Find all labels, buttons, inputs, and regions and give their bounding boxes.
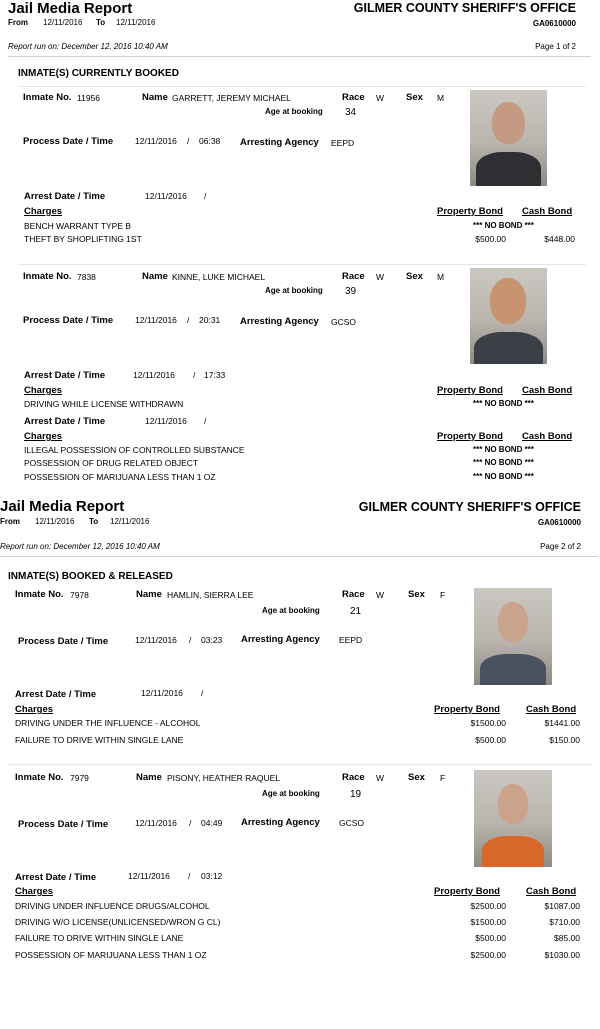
inmate-photo: [470, 268, 547, 364]
property-bond-amount: $1500.00: [470, 917, 506, 927]
arresting-agency-value: GCSO: [331, 317, 357, 327]
charges-header: Charges: [15, 704, 54, 715]
sex-value: M: [437, 93, 445, 103]
to-date: 12/11/2016: [116, 18, 156, 27]
name-label: Name: [142, 92, 168, 103]
process-date-value: 12/11/2016: [135, 136, 177, 146]
age-value: 19: [350, 789, 362, 800]
property-bond-header: Property Bond: [437, 385, 503, 396]
arresting-agency-label: Arresting Agency: [240, 137, 319, 148]
divider: [0, 556, 598, 557]
sex-value: F: [440, 773, 446, 783]
race-value: W: [376, 272, 385, 282]
inmate-photo: [470, 90, 547, 186]
sex-value: M: [437, 272, 445, 282]
property-bond-amount: $1500.00: [470, 718, 506, 728]
arrest-date-value: 12/11/2016: [145, 191, 187, 201]
photo-head: [498, 602, 528, 642]
from-date: 12/11/2016: [43, 18, 83, 27]
no-bond-text: *** NO BOND ***: [473, 472, 534, 481]
report-run-date: Report run on: December 12, 2016 10:40 AM: [0, 542, 160, 551]
inmate-photo: [474, 588, 552, 685]
inmate-no-label: Inmate No.: [23, 92, 72, 103]
race-value: W: [376, 590, 385, 600]
slash: /: [201, 688, 204, 698]
inmate-photo: [474, 770, 552, 867]
no-bond-text: *** NO BOND ***: [473, 221, 534, 230]
arresting-agency-value: EEPD: [331, 138, 355, 148]
name-value: KINNE, LUKE MICHAEL: [172, 272, 266, 282]
process-time-value: 06:38: [199, 136, 221, 146]
sex-label: Sex: [408, 589, 425, 600]
race-label: Race: [342, 772, 365, 783]
from-date: 12/11/2016: [35, 517, 75, 526]
property-bond-amount: $2500.00: [470, 901, 506, 911]
cash-bond-amount: $1087.00: [544, 901, 580, 911]
age-label: Age at booking: [262, 606, 320, 615]
race-label: Race: [342, 271, 365, 282]
name-value: HAMLIN, SIERRA LEE: [167, 590, 254, 600]
no-bond-text: *** NO BOND ***: [473, 458, 534, 467]
from-label: From: [8, 18, 28, 27]
page-number: Page 1 of 2: [535, 42, 576, 51]
charge-description: DRIVING UNDER THE INFLUENCE - ALCOHOL: [15, 718, 201, 728]
property-bond-header: Property Bond: [434, 704, 500, 715]
from-label: From: [0, 517, 20, 526]
arrest-time-value: 17:33: [204, 370, 226, 380]
name-value: PISONY, HEATHER RAQUEL: [167, 773, 281, 783]
photo-head: [498, 784, 528, 824]
inmate-no-value: 7978: [70, 590, 89, 600]
charge-description: ILLEGAL POSSESSION OF CONTROLLED SUBSTANCE: [24, 445, 245, 455]
page-number: Page 2 of 2: [540, 542, 581, 551]
property-bond-amount: $500.00: [475, 735, 506, 745]
sex-label: Sex: [408, 772, 425, 783]
property-bond-amount: $2500.00: [470, 950, 506, 960]
section-title: INMATE(S) CURRENTLY BOOKED: [18, 68, 179, 79]
arrest-date-value: 12/11/2016: [128, 871, 170, 881]
charge-description: DRIVING W/O LICENSE(UNLICENSED/WRON G CL): [15, 917, 221, 927]
process-date-label: Process Date / Time: [18, 636, 109, 647]
slash: /: [204, 416, 207, 426]
sex-label: Sex: [406, 271, 423, 282]
charge-description: POSSESSION OF MARIJUANA LESS THAN 1 OZ: [24, 472, 216, 482]
to-label: To: [89, 517, 99, 526]
arrest-date-value: 12/11/2016: [141, 688, 183, 698]
charge-description: BENCH WARRANT TYPE B: [24, 221, 132, 231]
no-bond-text: *** NO BOND ***: [473, 399, 534, 408]
charge-description: POSSESSION OF DRUG RELATED OBJECT: [24, 458, 199, 468]
name-value: GARRETT, JEREMY MICHAEL: [172, 93, 291, 103]
agency-code: GA0610000: [537, 518, 581, 527]
arrest-date-value: 12/11/2016: [133, 370, 175, 380]
race-value: W: [376, 93, 385, 103]
name-label: Name: [136, 772, 162, 783]
age-label: Age at booking: [265, 286, 323, 295]
arrest-date-label: Arrest Date / Time: [15, 689, 97, 700]
arrest-date-value: 12/11/2016: [145, 416, 187, 426]
divider: [18, 86, 586, 87]
arrest-time-value: 03:12: [201, 871, 223, 881]
arresting-agency-label: Arresting Agency: [240, 316, 319, 327]
charges-header: Charges: [24, 385, 63, 396]
cash-bond-amount: $1030.00: [544, 950, 580, 960]
report-run-date: Report run on: December 12, 2016 10:40 AM: [8, 42, 168, 51]
cash-bond-header: Cash Bond: [526, 886, 577, 897]
race-label: Race: [342, 589, 365, 600]
charge-description: POSSESSION OF MARIJUANA LESS THAN 1 OZ: [15, 950, 207, 960]
process-time-value: 04:49: [201, 818, 223, 828]
agency-name: GILMER COUNTY SHERIFF'S OFFICE: [358, 500, 581, 514]
charge-description: FAILURE TO DRIVE WITHIN SINGLE LANE: [15, 933, 184, 943]
section-title: INMATE(S) BOOKED & RELEASED: [8, 571, 173, 582]
charge-description: DRIVING WHILE LICENSE WITHDRAWN: [24, 399, 184, 409]
sex-value: F: [440, 590, 446, 600]
cash-bond-amount: $150.00: [549, 735, 580, 745]
inmate-no-label: Inmate No.: [23, 271, 72, 282]
property-bond-header: Property Bond: [434, 886, 500, 897]
arresting-agency-label: Arresting Agency: [241, 634, 320, 645]
process-date-value: 12/11/2016: [135, 818, 177, 828]
property-bond-header: Property Bond: [437, 431, 503, 442]
slash: /: [188, 871, 191, 881]
report-title: Jail Media Report: [8, 0, 133, 17]
cash-bond-amount: $448.00: [544, 234, 575, 244]
slash: /: [189, 635, 192, 645]
agency-name: GILMER COUNTY SHERIFF'S OFFICE: [353, 1, 576, 15]
race-value: W: [376, 773, 385, 783]
name-label: Name: [142, 271, 168, 282]
charges-header: Charges: [24, 206, 63, 217]
photo-torso: [476, 152, 541, 186]
no-bond-text: *** NO BOND ***: [473, 445, 534, 454]
process-date-label: Process Date / Time: [23, 136, 114, 147]
arrest-date-label: Arrest Date / Time: [15, 872, 97, 883]
cash-bond-header: Cash Bond: [522, 385, 573, 396]
photo-head: [490, 278, 526, 324]
charges-header: Charges: [15, 886, 54, 897]
age-value: 39: [345, 286, 357, 297]
slash: /: [193, 370, 196, 380]
photo-torso: [480, 654, 546, 685]
inmate-no-label: Inmate No.: [15, 589, 64, 600]
arresting-agency-value: EEPD: [339, 635, 363, 645]
cash-bond-header: Cash Bond: [522, 431, 573, 442]
inmate-no-value: 7838: [77, 272, 96, 282]
arresting-agency-label: Arresting Agency: [241, 817, 320, 828]
age-value: 21: [350, 606, 362, 617]
slash: /: [204, 191, 207, 201]
sex-label: Sex: [406, 92, 423, 103]
arrest-date-label: Arrest Date / Time: [24, 191, 106, 202]
photo-torso: [474, 332, 543, 364]
charge-description: THEFT BY SHOPLIFTING 1ST: [24, 234, 142, 244]
process-time-value: 20:31: [199, 315, 221, 325]
process-date-value: 12/11/2016: [135, 315, 177, 325]
charge-description: DRIVING UNDER INFLUENCE DRUGS/ALCOHOL: [15, 901, 210, 911]
name-label: Name: [136, 589, 162, 600]
arresting-agency-value: GCSO: [339, 818, 365, 828]
race-label: Race: [342, 92, 365, 103]
cash-bond-amount: $85.00: [554, 933, 580, 943]
photo-torso: [482, 836, 544, 867]
property-bond-header: Property Bond: [437, 206, 503, 217]
arrest-date-label: Arrest Date / Time: [24, 416, 106, 427]
charge-description: FAILURE TO DRIVE WITHIN SINGLE LANE: [15, 735, 184, 745]
agency-code: GA0610000: [532, 19, 576, 28]
process-date-label: Process Date / Time: [18, 819, 109, 830]
slash: /: [187, 136, 190, 146]
process-date-label: Process Date / Time: [23, 315, 114, 326]
inmate-no-value: 7979: [70, 773, 89, 783]
inmate-no-value: 11956: [77, 93, 101, 103]
process-time-value: 03:23: [201, 635, 223, 645]
property-bond-amount: $500.00: [475, 234, 506, 244]
charges-header: Charges: [24, 431, 63, 442]
property-bond-amount: $500.00: [475, 933, 506, 943]
inmate-no-label: Inmate No.: [15, 772, 64, 783]
photo-head: [492, 102, 525, 144]
report-title: Jail Media Report: [0, 498, 125, 515]
divider: [18, 264, 586, 265]
slash: /: [189, 818, 192, 828]
cash-bond-amount: $1441.00: [544, 718, 580, 728]
slash: /: [187, 315, 190, 325]
divider: [8, 56, 591, 57]
cash-bond-amount: $710.00: [549, 917, 580, 927]
age-value: 34: [345, 107, 357, 118]
process-date-value: 12/11/2016: [135, 635, 177, 645]
cash-bond-header: Cash Bond: [522, 206, 573, 217]
divider: [8, 764, 591, 765]
arrest-date-label: Arrest Date / Time: [24, 370, 106, 381]
to-label: To: [96, 18, 106, 27]
age-label: Age at booking: [262, 789, 320, 798]
to-date: 12/11/2016: [110, 517, 150, 526]
cash-bond-header: Cash Bond: [526, 704, 577, 715]
age-label: Age at booking: [265, 107, 323, 116]
